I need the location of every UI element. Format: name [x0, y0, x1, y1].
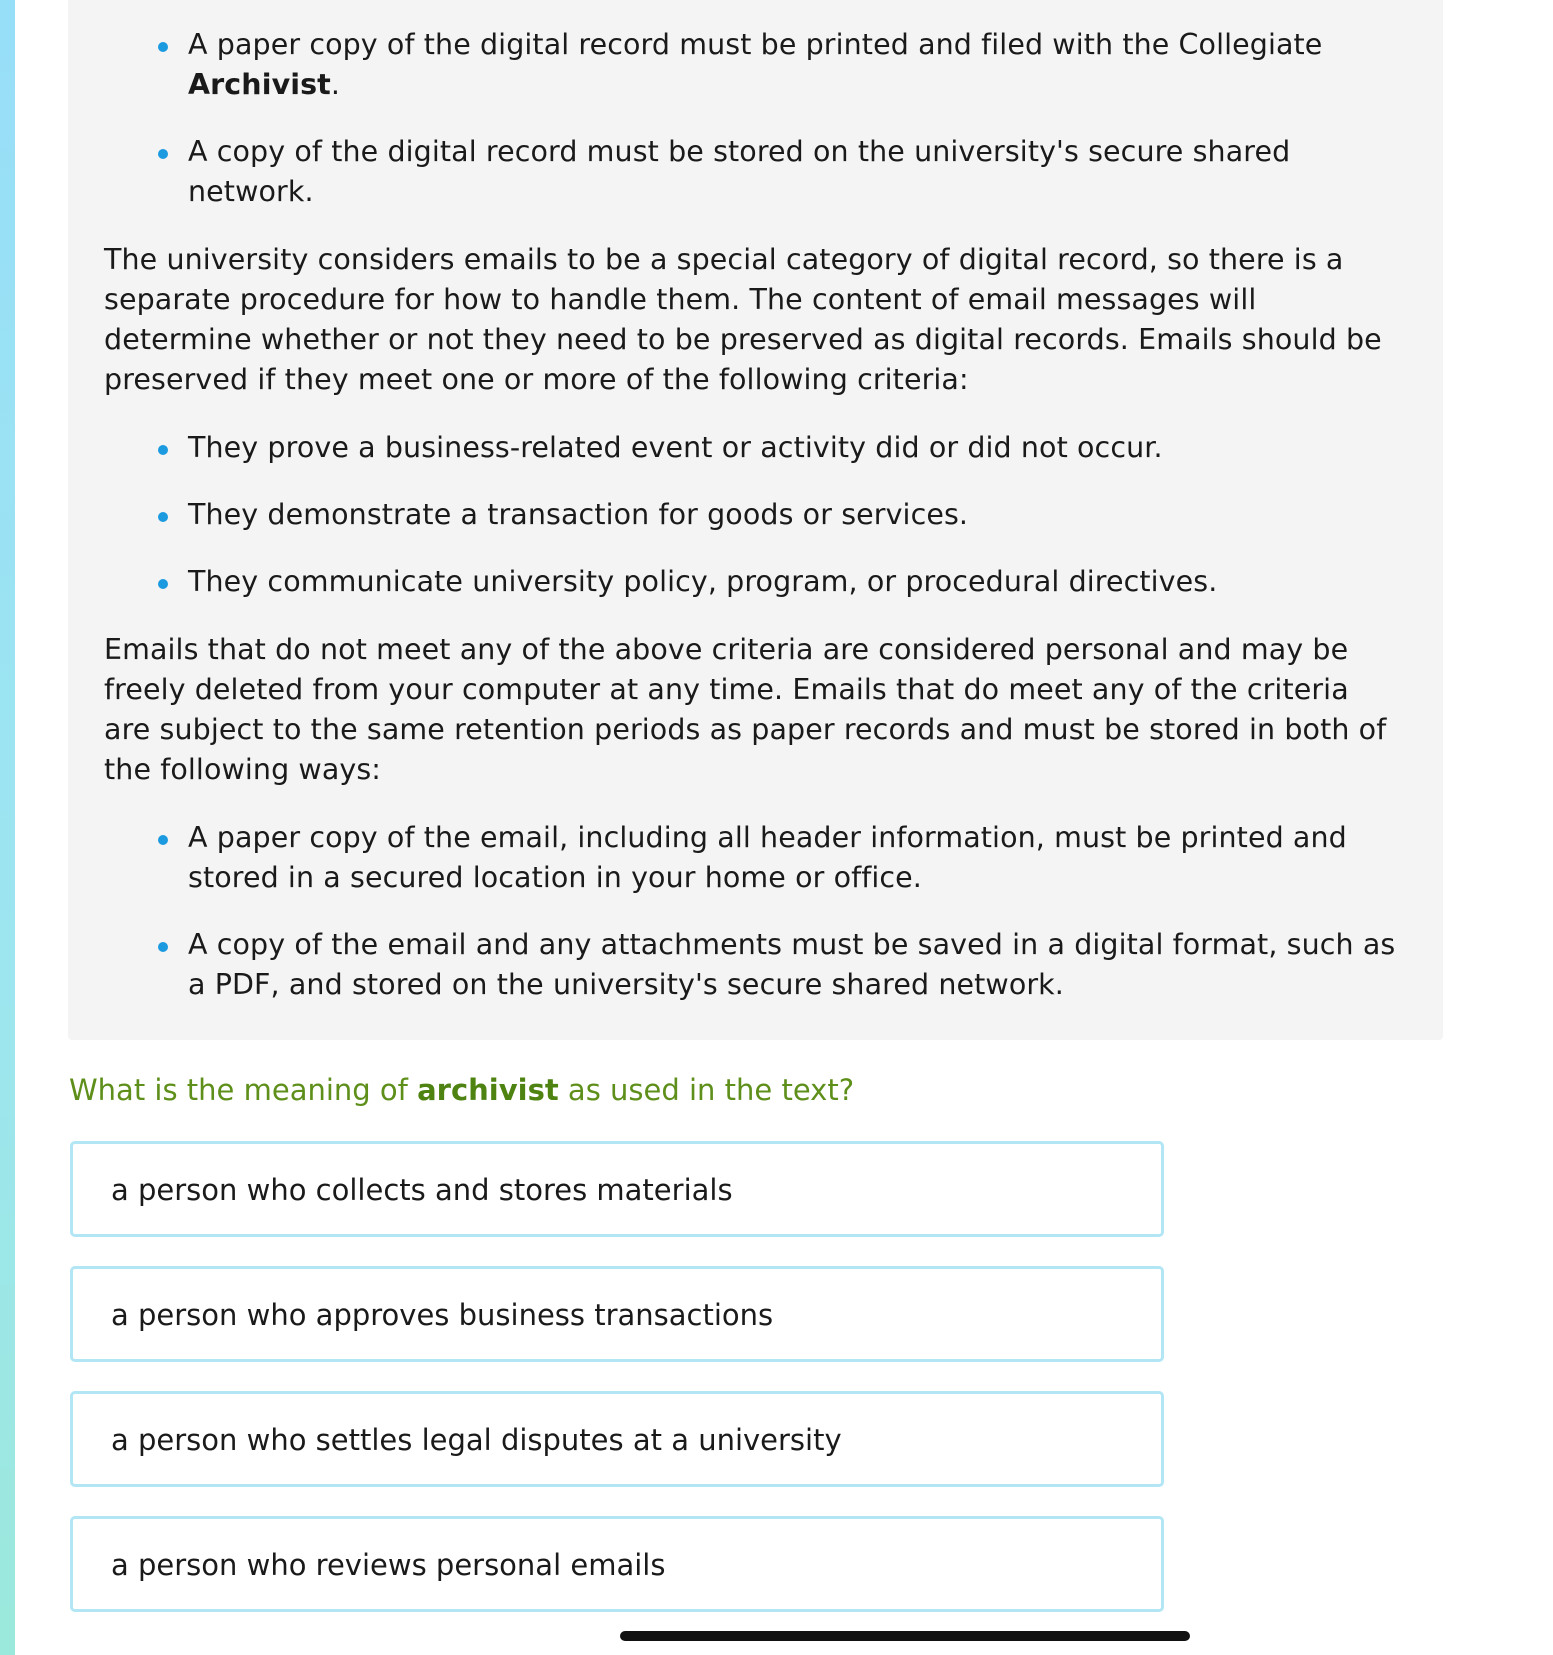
passage-paragraph: The university considers emails to be a special category of digital record, so there is a separate procedure for how to handle them. The content of email messages will determine whether or not they need to be preserved as digital records. Emails should be preserved if they meet one or more of the following criteria:: [104, 243, 1382, 396]
reading-passage: [68, 0, 1443, 1040]
answer-choice-3[interactable]: [70, 1391, 1164, 1487]
bullet-icon: [158, 579, 168, 589]
list-item: A copy of the digital record must be stored on the university's secure shared network.: [188, 132, 1398, 212]
list-item: They communicate university policy, program, or procedural directives.: [188, 562, 1398, 602]
question-term: archivist: [417, 1073, 559, 1107]
answer-choice-1[interactable]: [70, 1141, 1164, 1237]
question-prompt: What is the meaning of archivist as used in the text?: [69, 1073, 855, 1107]
list-item: A copy of the email and any attachments must be saved in a digital format, such as a PDF, and stored on the university's secure shared network.: [188, 925, 1398, 1005]
list-item: A paper copy of the email, including all header information, must be printed and stored in a secured location in your home or office.: [188, 818, 1398, 898]
answer-choice-2[interactable]: [70, 1266, 1164, 1362]
bullet-icon: [158, 512, 168, 522]
passage-paragraph: Emails that do not meet any of the above criteria are considered personal and may be freely deleted from your computer at any time. Emails that do meet any of the criteria are subject to the same retention periods as paper records and must be stored in both of the following ways:: [104, 633, 1387, 786]
list-item: A paper copy of the digital record must be printed and filed with the Collegiate Archivist.: [188, 25, 1398, 105]
answer-choice-label: a person who reviews personal emails: [111, 1548, 666, 1582]
bullet-icon: [158, 42, 168, 52]
answer-choice-4[interactable]: [70, 1516, 1164, 1612]
bullet-icon: [158, 445, 168, 455]
home-indicator[interactable]: [620, 1631, 1190, 1641]
answer-choice-label: a person who approves business transactions: [111, 1298, 774, 1332]
left-accent-strip: [0, 0, 15, 1655]
bullet-icon: [158, 942, 168, 952]
bullet-icon: [158, 149, 168, 159]
archivist-term: Archivist: [188, 68, 331, 101]
list-item: They prove a business-related event or activity did or did not occur.: [188, 428, 1398, 468]
answer-choice-label: a person who settles legal disputes at a university: [111, 1423, 842, 1457]
bullet-icon: [158, 835, 168, 845]
list-item: They demonstrate a transaction for goods or services.: [188, 495, 1398, 535]
answer-choice-label: a person who collects and stores materials: [111, 1173, 733, 1207]
